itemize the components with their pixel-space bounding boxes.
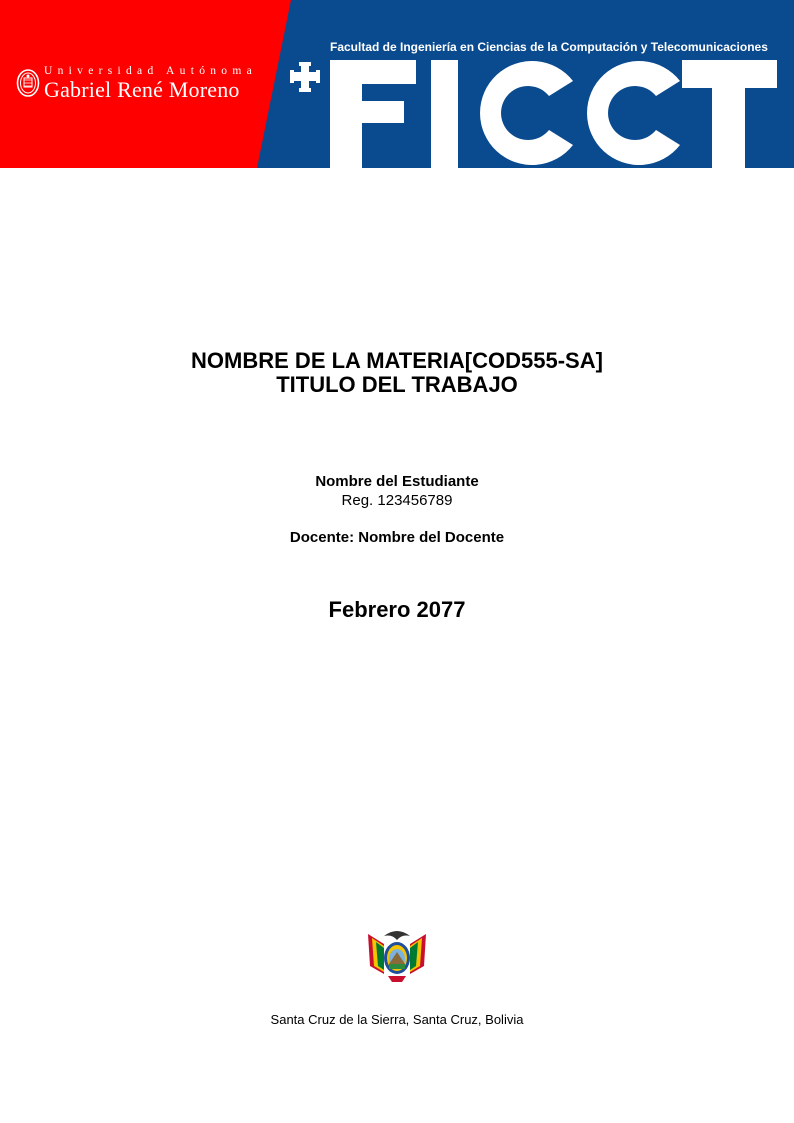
header-banner bbox=[0, 0, 794, 168]
teacher-name: Docente: Nombre del Docente bbox=[289, 529, 505, 546]
subject-name: NOMBRE DE LA MATERIA[COD555-SA] bbox=[191, 348, 603, 373]
registration-number: Reg. 123456789 bbox=[341, 492, 453, 509]
work-title: TITULO DEL TRABAJO bbox=[276, 372, 518, 397]
university-name-line1: Universidad Autónoma bbox=[44, 65, 257, 77]
document-date: Febrero 2077 bbox=[328, 597, 466, 622]
university-name-line2: Gabriel René Moreno bbox=[44, 76, 240, 102]
bolivia-coat-of-arms-icon bbox=[362, 922, 432, 986]
cover-title-block bbox=[0, 349, 794, 397]
student-name: Nombre del Estudiante bbox=[315, 473, 479, 490]
faculty-name: Facultad de Ingeniería en Ciencias de la Computación y Telecomunicaciones bbox=[330, 40, 768, 54]
university-logo bbox=[16, 66, 257, 101]
location-text: Santa Cruz de la Sierra, Santa Cruz, Bolivia bbox=[270, 1012, 524, 1027]
university-seal-icon bbox=[16, 68, 40, 98]
